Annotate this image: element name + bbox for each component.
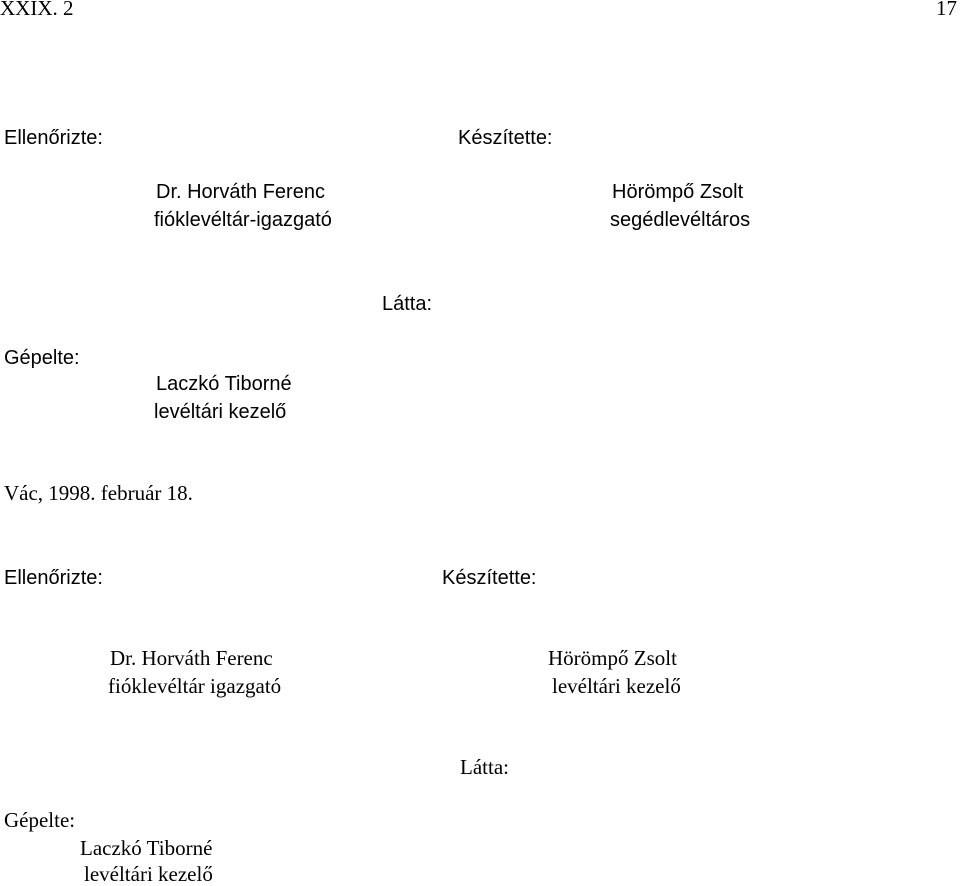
checker-title: fióklevéltár-igazgató — [154, 209, 332, 231]
typist-name: Laczkó Tiborné — [156, 373, 292, 395]
typed-by-label-2: Gépelte: — [4, 808, 76, 832]
seen-by-label-2: Látta: — [460, 755, 509, 779]
preparer-name: Hörömpő Zsolt — [612, 181, 744, 203]
typist-title: levéltári kezelő — [154, 401, 287, 423]
typist-name-2: Laczkó Tiborné — [80, 836, 213, 860]
typed-by-label: Gépelte: — [4, 347, 80, 369]
checker-title-2: fióklevéltár igazgató — [108, 674, 282, 698]
preparer-name-2: Hörömpő Zsolt — [548, 646, 677, 670]
document-section-label: XXIX. 2 — [0, 0, 74, 20]
prepared-by-label: Készítette: — [458, 127, 553, 149]
place-date: Vác, 1998. február 18. — [4, 481, 193, 505]
seen-by-label: Látta: — [382, 293, 433, 315]
checked-by-label: Ellenőrizte: — [4, 127, 103, 149]
checked-by-label-2: Ellenőrizte: — [4, 567, 103, 589]
preparer-title-2: levéltári kezelő — [552, 674, 681, 698]
checker-name-2: Dr. Horváth Ferenc — [110, 646, 273, 670]
checker-name: Dr. Horváth Ferenc — [156, 181, 325, 203]
typist-title-2: levéltári kezelő — [84, 862, 213, 886]
page-number: 17 — [936, 0, 957, 20]
preparer-title: segédlevéltáros — [610, 209, 751, 231]
prepared-by-label-2: Készítette: — [442, 567, 537, 589]
